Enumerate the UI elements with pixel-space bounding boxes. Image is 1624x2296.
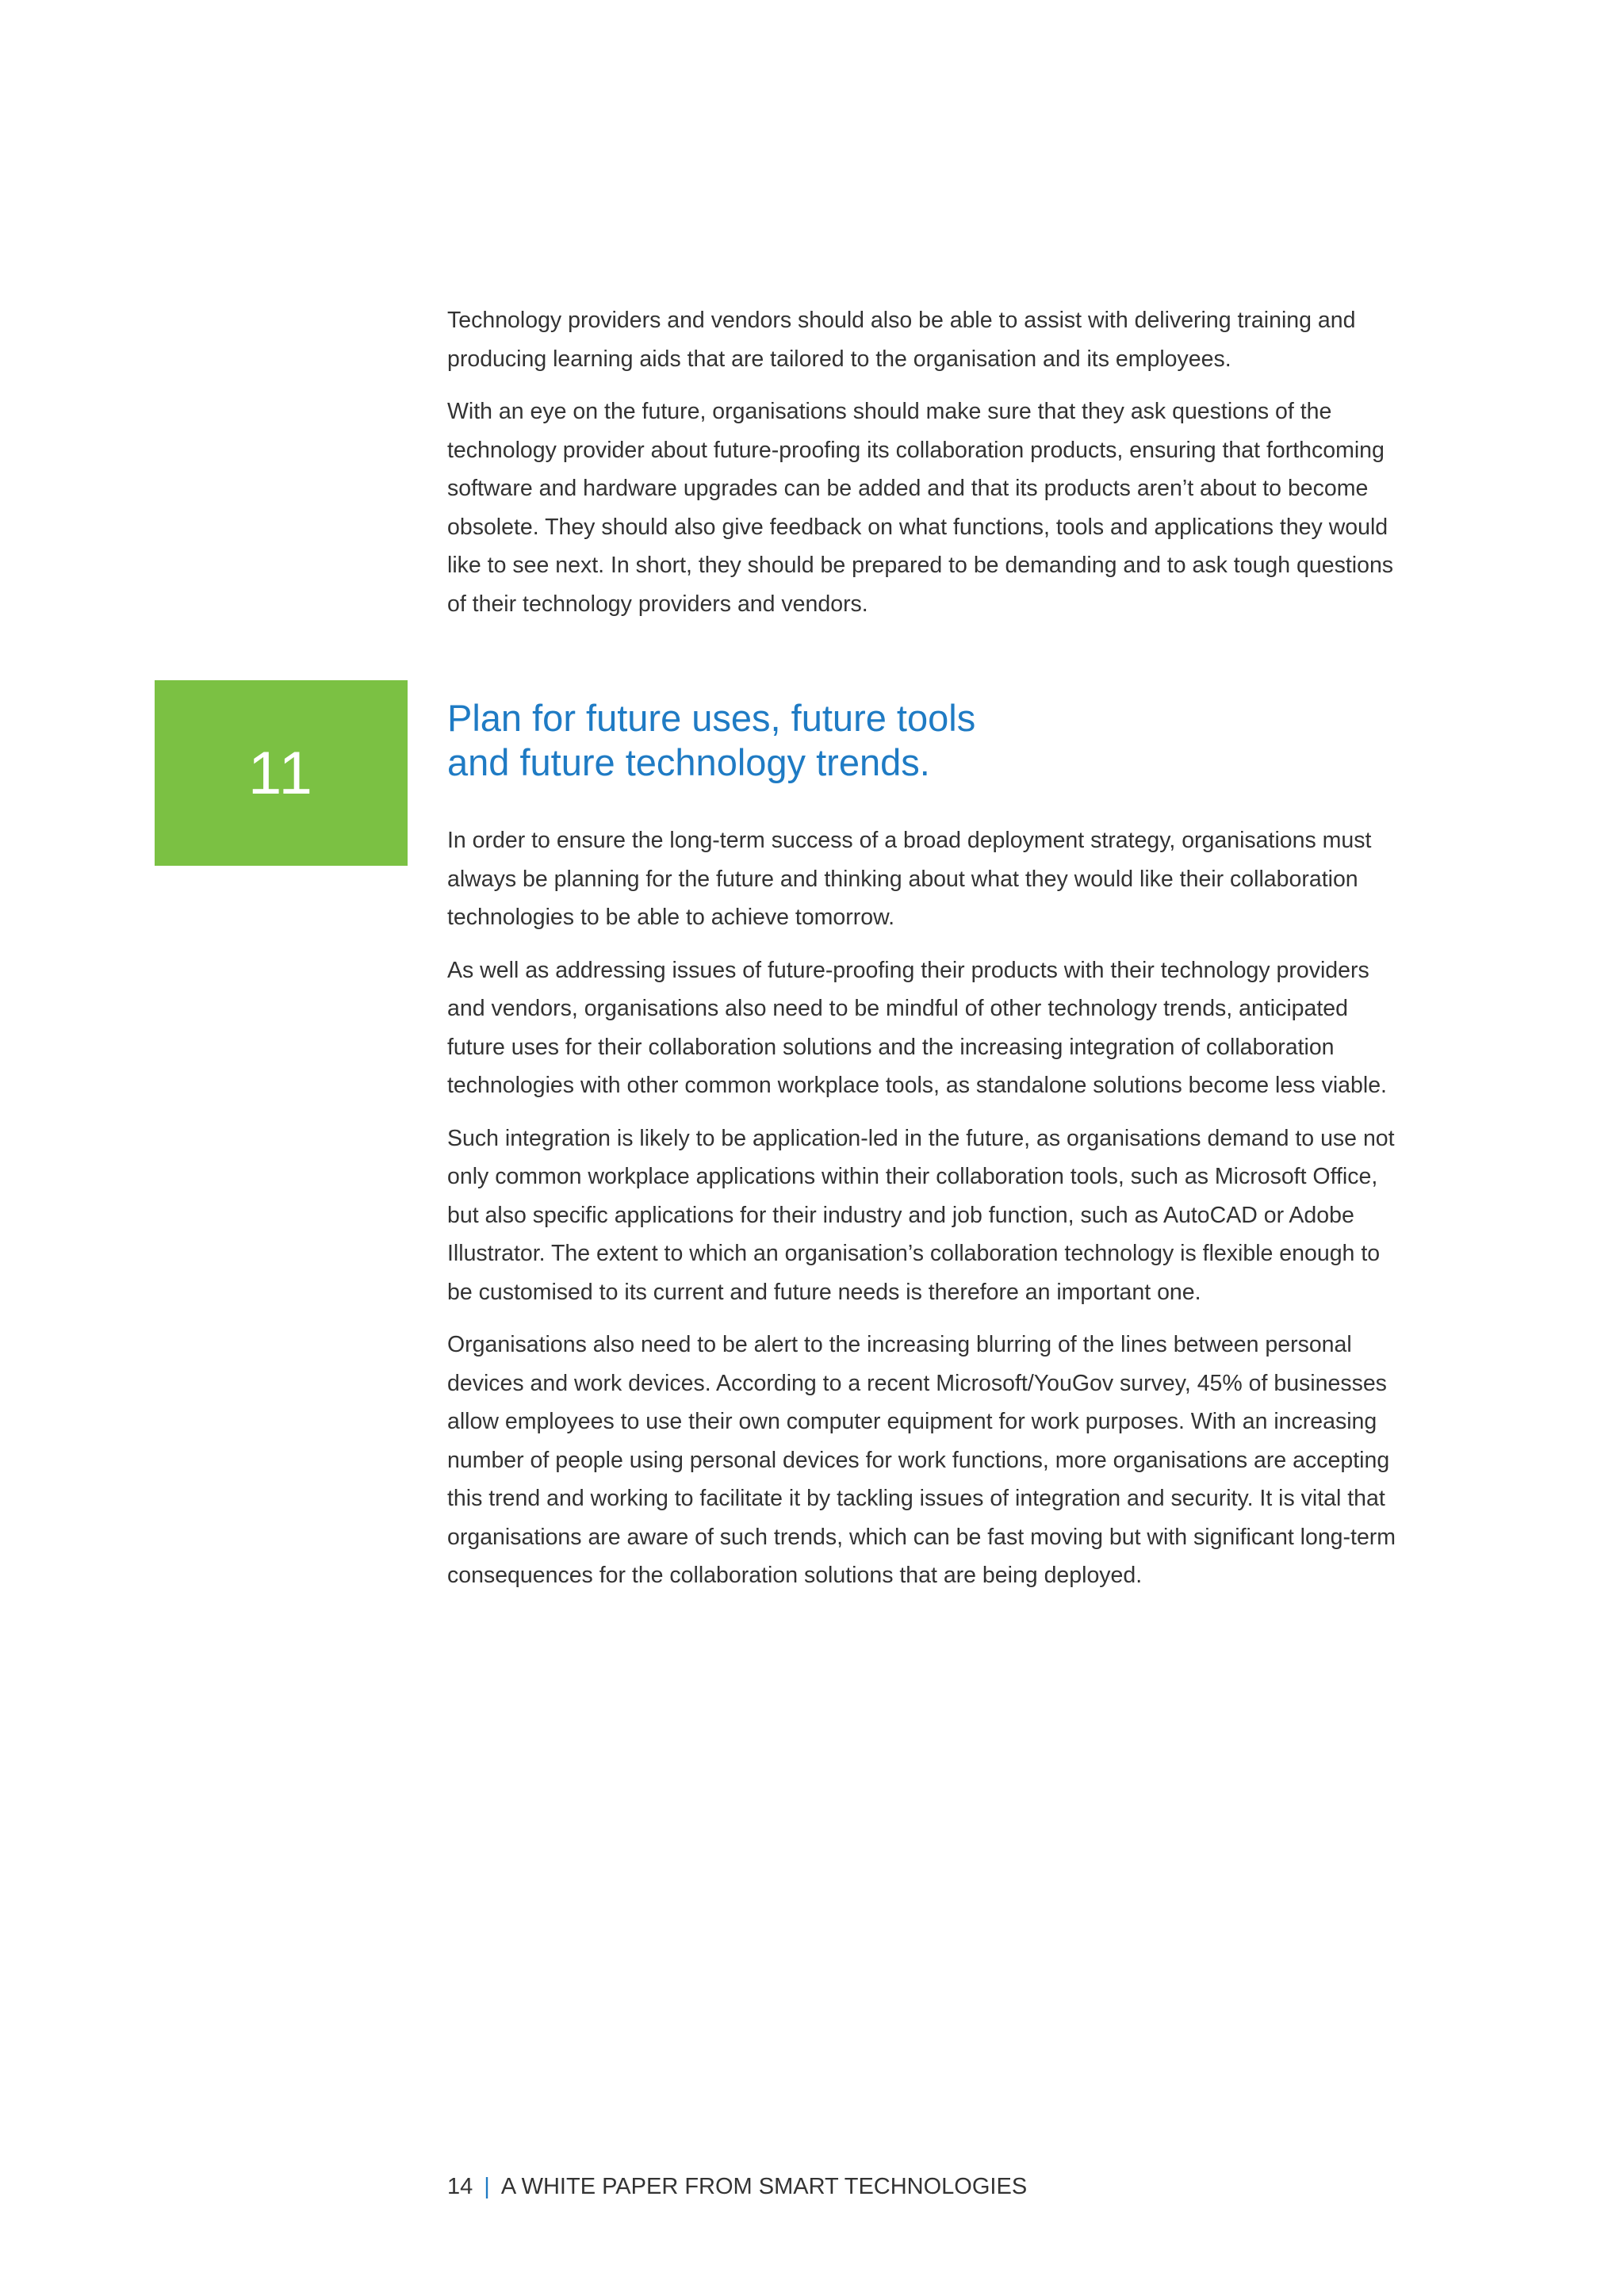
footer-separator: | <box>484 2174 490 2199</box>
section-paragraph-2: As well as addressing issues of future-proofing their products with their technology providers and vendors, organisations also need to be mindful of other technology trends, anticipated future uses for their collaboration solutions and the increasing integration of collaboration technologies with other common workplace tools, as standalone solutions become less viable. <box>447 957 1387 1098</box>
section-number-badge <box>155 680 408 866</box>
section-paragraph-3: Such integration is likely to be application-led in the future, as organisations demand to use not only common workplace applications within their collaboration tools, such as Microsoft Office, but also specific applications for their industry and job function, such as AutoCAD or Adobe Illustrator. The extent to which an organisation’s collaboration technology is flexible enough to be customised to its current and future needs is therefore an important one. <box>447 1125 1395 1305</box>
page-footer <box>447 2171 1027 2202</box>
intro-text <box>447 301 1399 637</box>
section-heading <box>447 696 1399 785</box>
section-heading-line-1: Plan for future uses, future tools <box>447 697 976 739</box>
section-body <box>447 821 1399 1609</box>
footer-title: A WHITE PAPER FROM SMART TECHNOLOGIES <box>500 2174 1028 2199</box>
section-number: 11 <box>248 739 314 807</box>
section-heading-line-2: and future technology trends. <box>447 741 930 783</box>
intro-paragraph-2: With an eye on the future, organisations should make sure that they ask questions of the technology provider about future-proofing its collaboration products, ensuring that forthcoming software and hardware upgrades can be added and that its products aren’t about to become obsolete. They should also give feedback on what functions, tools and applications they would like to see next. In short, they should be prepared to be demanding and to ask tough questions of their technology providers and vendors. <box>447 399 1394 617</box>
page-number: 14 <box>447 2174 473 2199</box>
section-paragraph-1: In order to ensure the long-term success of a broad deployment strategy, organisations must always be planning for the future and thinking about what they would like their collaboration technologies to be able to achieve tomorrow. <box>447 828 1372 930</box>
intro-paragraph-1: Technology providers and vendors should also be able to assist with delivering training and producing learning aids that are tailored to the organisation and its employees. <box>447 308 1356 372</box>
section-paragraph-4: Organisations also need to be alert to the increasing blurring of the lines between personal devices and work devices. According to a recent Microsoft/YouGov survey, 45% of businesses allow employees to use their own computer equipment for work purposes. With an increasing number of people using personal devices for work functions, more organisations are accepting this trend and working to facilitate it by tackling issues of integration and security. It is vital that organisations are aware of such trends, which can be fast moving but with significant long-term consequences for the collaboration solutions that are being deployed. <box>447 1332 1396 1588</box>
